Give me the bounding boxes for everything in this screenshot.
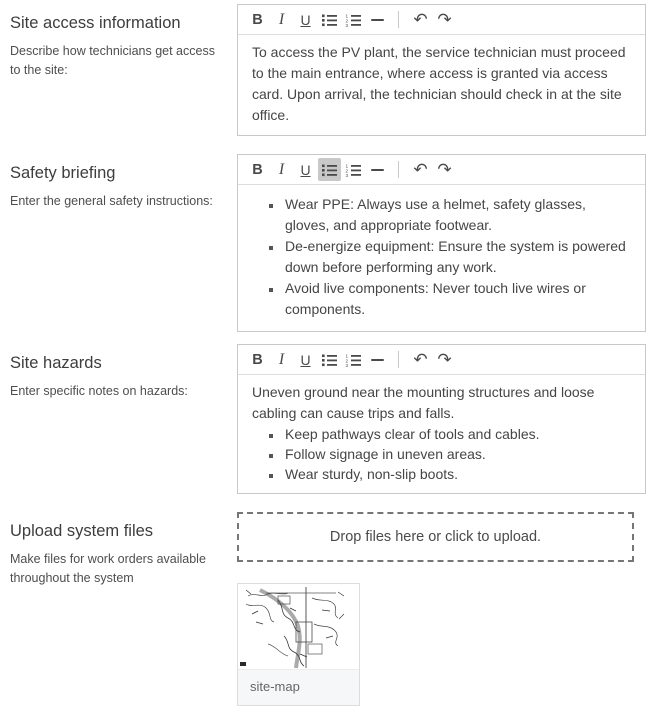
bullet-list-button[interactable] [318, 348, 341, 371]
bold-button[interactable]: B [252, 11, 263, 28]
list-item: ▪ Avoid live components: Never touch live wires or components. [283, 278, 631, 319]
editor-paragraph: To access the PV plant, the service technician must proceed to the main entrance, where access is granted via access card. Upon arrival, the technician should check in at the site office. [252, 44, 626, 123]
editor-bullet-list [252, 424, 631, 484]
svg-text:1: 1 [345, 163, 349, 169]
ordered-list-icon [345, 163, 362, 177]
editor-toolbar [238, 155, 645, 185]
dropzone-text: Drop files here or click to upload. [329, 529, 542, 545]
bold-button[interactable]: B [252, 161, 263, 178]
italic-button[interactable]: I [278, 10, 285, 28]
underline-button[interactable]: U [300, 351, 311, 368]
section-title: Upload system files [10, 522, 154, 540]
horizontal-rule-icon [371, 169, 384, 171]
section-site-hazards [10, 344, 653, 494]
italic-button[interactable]: I [278, 160, 285, 178]
underline-button[interactable]: U [300, 11, 311, 28]
section-description: Enter the general safety instructions: [10, 194, 213, 208]
svg-text:3: 3 [345, 172, 349, 177]
section-title: Safety briefing [10, 164, 116, 182]
horizontal-rule-icon [371, 19, 384, 21]
editor-toolbar [238, 5, 645, 35]
svg-text:2: 2 [345, 167, 349, 173]
undo-button[interactable]: ↶ [413, 9, 428, 30]
underline-button[interactable]: U [300, 161, 311, 178]
redo-button[interactable]: ↷ [437, 349, 452, 370]
undo-button[interactable]: ↶ [413, 349, 428, 370]
bold-button[interactable]: B [252, 351, 263, 368]
bullet-list-button-active[interactable] [318, 158, 341, 181]
editor-toolbar [238, 345, 645, 375]
rich-text-editor-safety-briefing [237, 154, 646, 332]
file-dropzone[interactable] [237, 512, 634, 562]
list-item: ▪ Wear PPE: Always use a helmet, safety glasses, gloves, and appropriate footwear. [283, 194, 631, 235]
editor-content-safety-briefing[interactable] [238, 185, 645, 331]
ordered-list-button[interactable] [342, 8, 365, 31]
toolbar-separator [398, 161, 399, 178]
undo-button[interactable]: ↶ [413, 159, 428, 180]
bullet-list-icon [321, 163, 338, 177]
list-item: ▪ Keep pathways clear of tools and cables. [283, 424, 631, 444]
section-safety-briefing [10, 154, 653, 332]
section-title: Site access information [10, 14, 181, 32]
uploaded-file-card[interactable] [237, 583, 360, 706]
rich-text-editor-site-access [237, 4, 646, 136]
svg-text:3: 3 [345, 22, 349, 27]
toolbar-separator [398, 11, 399, 28]
editor-content-site-hazards[interactable] [238, 375, 645, 493]
redo-button[interactable]: ↷ [437, 159, 452, 180]
list-item: ▪ Follow signage in uneven areas. [283, 444, 631, 464]
italic-button[interactable]: I [278, 350, 285, 368]
section-title: Site hazards [10, 354, 102, 372]
section-description: Make files for work orders available throughout the system [10, 552, 206, 586]
list-item: ▪ Wear sturdy, non-slip boots. [283, 464, 631, 484]
ordered-list-icon [345, 13, 362, 27]
section-description: Enter specific notes on hazards: [10, 384, 188, 398]
toolbar-separator [398, 351, 399, 368]
ordered-list-button[interactable] [342, 348, 365, 371]
editor-bullet-list [252, 194, 631, 319]
svg-text:3: 3 [345, 362, 349, 367]
site-map-thumbnail [238, 584, 357, 669]
bullet-list-icon [321, 353, 338, 367]
bullet-list-button[interactable] [318, 8, 341, 31]
bullet-list-icon [321, 13, 338, 27]
file-name-label: site-map [238, 669, 359, 705]
section-site-access [10, 4, 653, 136]
horizontal-rule-button[interactable] [366, 158, 389, 181]
horizontal-rule-button[interactable] [366, 348, 389, 371]
svg-text:2: 2 [345, 357, 349, 363]
editor-content-site-access[interactable] [238, 35, 645, 135]
redo-button[interactable]: ↷ [437, 9, 452, 30]
ordered-list-icon [345, 353, 362, 367]
section-description: Describe how technicians get access to the site: [10, 44, 215, 78]
svg-text:1: 1 [345, 353, 349, 359]
horizontal-rule-button[interactable] [366, 8, 389, 31]
horizontal-rule-icon [371, 359, 384, 361]
editor-paragraph: Uneven ground near the mounting structures and loose cabling can cause trips and falls. [252, 384, 595, 421]
rich-text-editor-site-hazards [237, 344, 646, 494]
section-upload-files [10, 512, 653, 706]
svg-text:1: 1 [345, 13, 349, 19]
svg-text:2: 2 [345, 17, 349, 23]
ordered-list-button[interactable] [342, 158, 365, 181]
list-item: ▪ De-energize equipment: Ensure the system is powered down before performing any work. [283, 236, 631, 277]
